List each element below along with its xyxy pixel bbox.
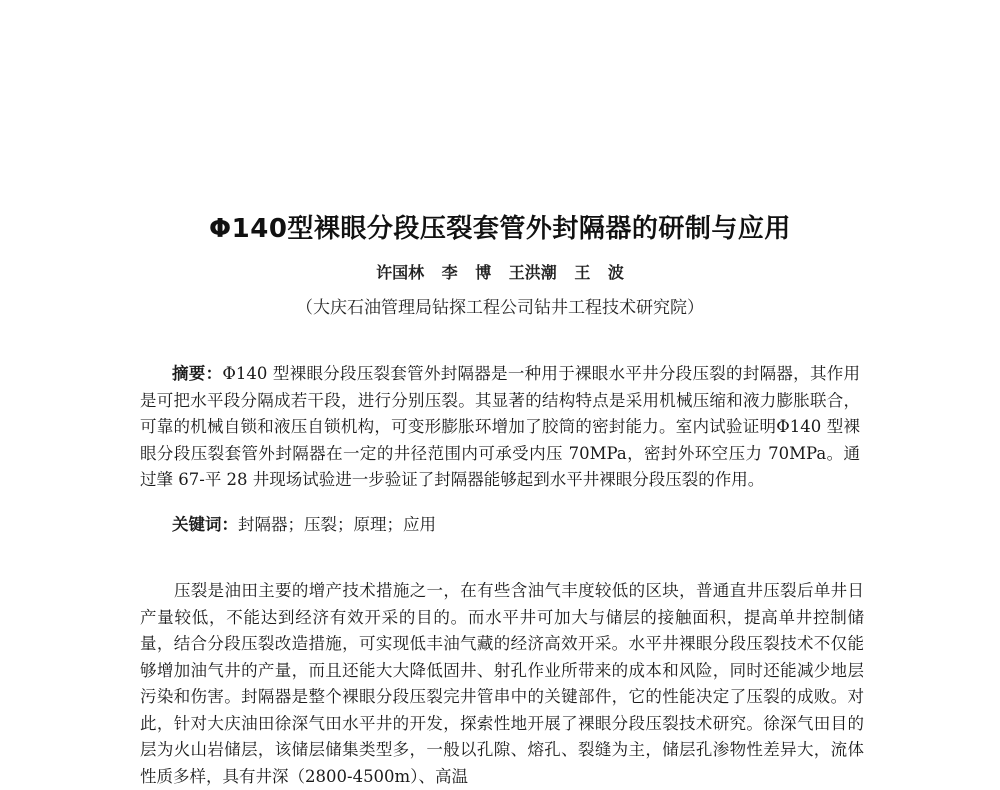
abstract-text: Φ140 型裸眼分段压裂套管外封隔器是一种用于裸眼水平井分段压裂的封隔器，其作用是可把水平段分隔成若干段，进行分别压裂。其显著的结构特点是采用机械压缩和液力膨胀联合，可靠的机械自锁和液压自锁机构，可变形膨胀环增加了胶筒的密封能力。室内试验证明Φ140 型裸眼分段压裂套管外封隔器在一定的井径范围内可承受内压 70MPa，密封外环空压力 70MPa。通过肇 67-平 28 井现场试验进一步验证了封隔器能够起到水平井裸眼分段压裂的作用。 xyxy=(140,364,861,489)
abstract-section xyxy=(140,361,860,494)
keywords-section xyxy=(172,511,862,535)
keywords-label: 关键词： xyxy=(172,515,238,534)
author-list: 许国林 李 博 王洪潮 王 波 xyxy=(376,263,624,282)
affiliation: （大庆石油管理局钻探工程公司钻井工程技术研究院） xyxy=(296,298,704,318)
keywords-text: 封隔器；压裂；原理；应用 xyxy=(238,515,436,534)
body-paragraph: 压裂是油田主要的增产技术措施之一，在有些含油气丰度较低的区块，普通直井压裂后单井日产量较低，不能达到经济有效开采的目的。而水平井可加大与储层的接触面积，提高单井控制储量，结合分段压裂改造措施，可实现低丰油气藏的经济高效开采。水平井裸眼分段压裂技术不仅能够增加油气井的产量，而且还能大大降低固井、射孔作业所带来的成本和风险，同时还能减少地层污染和伤害。封隔器是整个裸眼分段压裂完井管串中的关键部件，它的性能决定了压裂的成败。对此，针对大庆油田徐深气田水平井的开发，探索性地开展了裸眼分段压裂技术研究。徐深气田目的层为火山岩储层，该储层储集类型多，一般以孔隙、熔孔、裂缝为主，储层孔渗物性差异大，流体性质多样，具有井深（2800-4500m）、高温 xyxy=(140,581,864,786)
paper-title: Φ140型裸眼分段压裂套管外封隔器的研制与应用 xyxy=(209,214,791,244)
abstract-label: 摘要： xyxy=(172,364,223,383)
